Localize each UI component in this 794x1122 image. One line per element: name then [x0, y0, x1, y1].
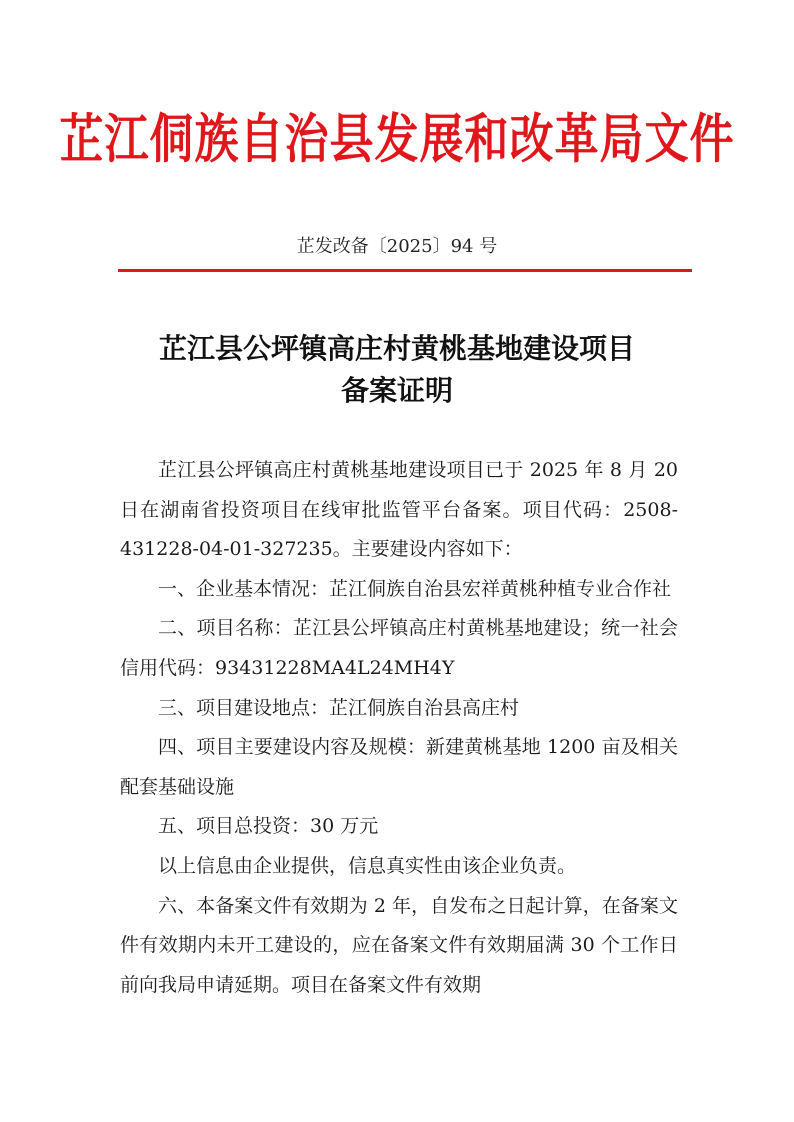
body-paragraph: 六、本备案文件有效期为 2 年，自发布之日起计算，在备案文件有效期内未开工建设的，应在备案文件有效期届满 30 个工作日前向我局申请延期。项目在备案文件有效期 — [120, 894, 678, 996]
document-title — [0, 328, 794, 412]
header-divider — [118, 269, 692, 272]
body-paragraph: 二、项目名称：芷江县公坪镇高庄村黄桃基地建设；统一社会信用代码：93431228MA4L24MH4Y — [120, 617, 678, 679]
body-paragraph: 以上信息由企业提供，信息真实性由该企业负责。 — [158, 854, 577, 877]
body-paragraph: 五、项目总投资：30 万元 — [158, 815, 379, 838]
document-number: 芷发改备〔2025〕94 号 — [296, 236, 498, 257]
document-body — [120, 451, 678, 1005]
title-line-2: 备案证明 — [340, 374, 453, 407]
body-paragraph: 三、项目建设地点：芷江侗族自治县高庄村 — [158, 696, 520, 719]
title-line-1: 芷江县公坪镇高庄村黄桃基地建设项目 — [158, 332, 635, 365]
body-paragraph: 四、项目主要建设内容及规模：新建黄桃基地 1200 亩及相关配套基础设施 — [120, 736, 678, 798]
body-paragraph: 一、企业基本情况：芷江侗族自治县宏祥黄桃种植专业合作社 — [158, 577, 672, 600]
body-paragraph: 芷江县公坪镇高庄村黄桃基地建设项目已于 2025 年 8 月 20 日在湖南省投资项目在线审批监管平台备案。项目代码：2508-431228-04-01-327235。主要建设内容如下： — [120, 459, 678, 561]
issuer-header: 芷江侗族自治县发展和改革局文件 — [59, 108, 735, 170]
